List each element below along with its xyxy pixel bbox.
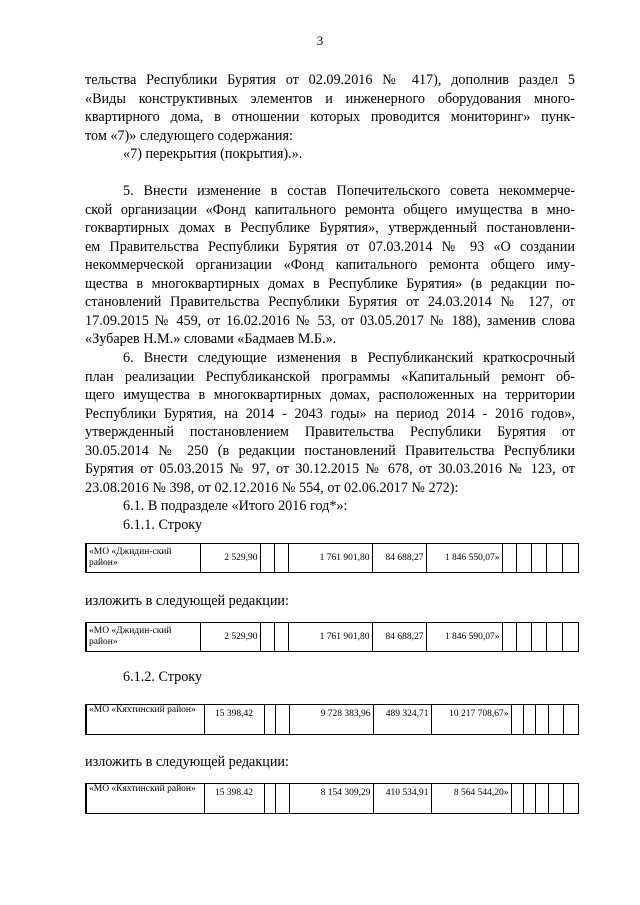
- table-kyakhta-new: [85, 783, 579, 814]
- text-line: ской организации «Фонд капитального ремонта общего имущества в мно-: [85, 201, 575, 218]
- cell-empty: [531, 544, 546, 573]
- cell-value: 8 154 309,29: [289, 784, 373, 814]
- text-line: 17.09.2015 № 459, от 16.02.2016 № 53, от 03.05.2017 № 188), заменив слова: [85, 312, 575, 329]
- cell-empty: [523, 784, 535, 814]
- cell-empty: [260, 544, 274, 573]
- cell-municipality: «МО «Джидин-ский район»: [86, 544, 200, 573]
- text-line: 6. Внести следующие изменения в Республиканский краткосрочный: [123, 350, 575, 366]
- cell-value: 1 761 901,80: [288, 544, 372, 573]
- cell-empty: [546, 623, 562, 652]
- text-line: 5. Внести изменение в состав Попечительского совета некоммерче-: [123, 183, 575, 199]
- text-line: том «7)» следующего содержания:: [85, 127, 293, 144]
- paragraph-6: [85, 349, 575, 534]
- cell-value: 2 529,90: [200, 544, 260, 573]
- cell-empty: [274, 623, 288, 652]
- text-line: утвержденный постановлением Правительства Республики Бурятия от: [85, 424, 575, 440]
- text-line: план реализации Республиканской программы «Капитальный ремонт об-: [85, 368, 575, 385]
- cell-municipality: «МО «Кяхтинский район»: [86, 784, 204, 814]
- cell-empty: [562, 623, 578, 652]
- cell-value: 410 534,91: [373, 784, 431, 814]
- paragraph-5: [85, 182, 575, 349]
- cell-value: 489 324,71: [373, 705, 431, 735]
- text-line: изложить в следующей редакции:: [85, 593, 289, 609]
- text-line: изложить в следующей редакции:: [85, 754, 289, 770]
- page-number: 3: [316, 33, 324, 48]
- replace-label-1: [85, 592, 575, 611]
- text-line: 30.05.2014 № 250 (в редакции постановлений Правительства Республики: [85, 442, 575, 459]
- cell-empty: [563, 784, 578, 814]
- text-line: 6.1. В подразделе «Итого 2016 год*»:: [123, 498, 348, 514]
- cell-value: 15 398,42: [204, 705, 264, 735]
- text-line: 6.1.2. Строку: [123, 669, 203, 685]
- cell-value: 84 688,27: [372, 544, 426, 573]
- cell-empty: [535, 705, 548, 735]
- cell-empty: [260, 623, 274, 652]
- text-line: щества в многоквартирных домах в Республике Бурятия» (в редакции по-: [85, 275, 575, 292]
- cell-value: 1 846 590,07»: [426, 623, 502, 652]
- cell-municipality: «МО «Джидин-ский район»: [86, 623, 200, 652]
- continuation-paragraph: [85, 71, 575, 164]
- cell-municipality: «МО «Кяхтинский район»: [86, 705, 204, 735]
- text-line: некоммерческой организации «Фонд капитального ремонта общего иму-: [85, 257, 575, 273]
- cell-value: 1 846 550,07»: [426, 544, 502, 573]
- text-line: 6.1.1. Строку: [123, 516, 203, 533]
- cell-value: 10 217 708,67»: [431, 705, 511, 735]
- item-6-1-2: [85, 668, 575, 687]
- text-line: гоквартирных домах в Республике Бурятия», утвержденный постановлени-: [85, 220, 575, 236]
- cell-empty: [523, 705, 535, 735]
- text-line: квартирного дома, в отношении которых проводится мониторинг» пунк-: [85, 109, 575, 125]
- cell-empty: [516, 544, 531, 573]
- text-line: тельства Республики Бурятия от 02.09.2016 № 417), дополнив раздел 5: [85, 72, 575, 88]
- cell-empty: [563, 705, 578, 735]
- text-line: щего имущества в многоквартирных домах, расположенных на территории: [85, 387, 575, 403]
- table-dzhida-old: [85, 543, 579, 573]
- cell-empty: [264, 705, 275, 735]
- text-line: становлений Правительства Республики Бурятия от 24.03.2014 № 127, от: [85, 294, 575, 310]
- text-line: «7) перекрытия (покрытия).».: [123, 146, 303, 162]
- cell-value: 9 728 383,96: [289, 705, 373, 735]
- cell-empty: [264, 784, 275, 814]
- text-line: Бурятия от 05.03.2015 № 97, от 30.12.2015 № 678, от 30.03.2016 № 123, от: [85, 461, 575, 477]
- text-line: «Виды конструктивных элементов и инженерного оборудования много-: [85, 90, 575, 107]
- cell-empty: [511, 784, 523, 814]
- cell-empty: [531, 623, 546, 652]
- cell-empty: [502, 544, 516, 573]
- table-row: [86, 705, 578, 735]
- text-line: Республики Бурятия, на 2014 - 2043 годы» на период 2014 - 2016 годов»,: [85, 405, 575, 422]
- cell-empty: [548, 784, 563, 814]
- cell-empty: [275, 705, 289, 735]
- cell-empty: [275, 784, 289, 814]
- cell-empty: [562, 544, 578, 573]
- cell-value: 15 398.42: [204, 784, 264, 814]
- table-kyakhta-old: [85, 704, 579, 735]
- cell-value: 2 529,90: [200, 623, 260, 652]
- replace-label-2: [85, 753, 575, 772]
- cell-empty: [502, 623, 516, 652]
- cell-empty: [516, 623, 531, 652]
- table-row: [86, 544, 578, 573]
- text-line: ем Правительства Республики Бурятия от 07.03.2014 № 93 «О создании: [85, 238, 575, 255]
- text-line: 23.08.2016 № 398, от 02.12.2016 № 554, от 02.06.2017 № 272):: [85, 479, 459, 496]
- cell-value: 1 761 901,80: [288, 623, 372, 652]
- cell-empty: [274, 544, 288, 573]
- cell-empty: [546, 544, 562, 573]
- cell-value: 8 564 544,20»: [431, 784, 511, 814]
- cell-empty: [535, 784, 548, 814]
- table-row: [86, 623, 578, 652]
- table-dzhida-new: [85, 622, 579, 652]
- cell-empty: [511, 705, 523, 735]
- text-line: «Зубарев Н.М.» словами «Бадмаев М.Б.».: [85, 331, 337, 347]
- cell-value: 84 688,27: [372, 623, 426, 652]
- cell-empty: [548, 705, 563, 735]
- table-row: [86, 784, 578, 814]
